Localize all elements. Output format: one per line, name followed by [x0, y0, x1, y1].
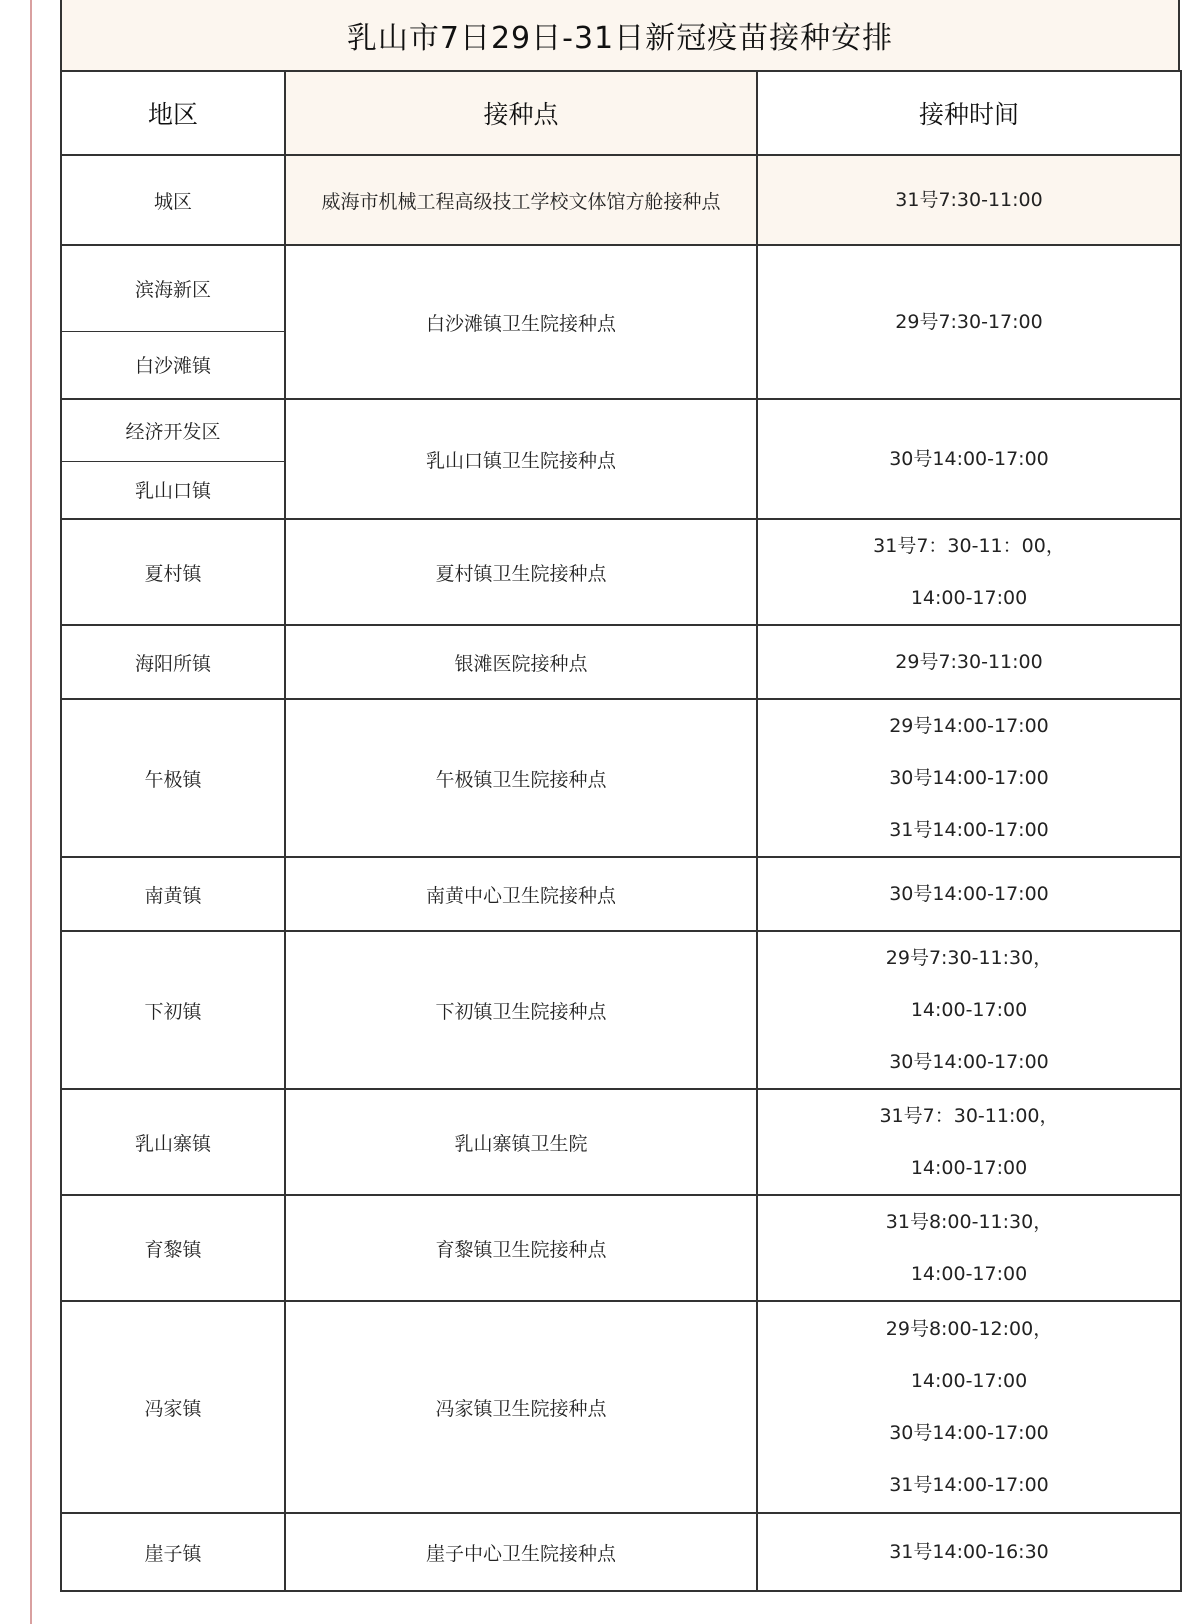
- time-cell: [757, 155, 1181, 245]
- header-site: 接种点: [285, 71, 757, 155]
- table-row: [61, 625, 1181, 699]
- site-cell: 南黄中心卫生院接种点: [285, 857, 757, 931]
- header-area: 地区: [61, 71, 285, 155]
- table-row: [61, 699, 1181, 857]
- table-header-row: [61, 71, 1181, 155]
- area-cell: 崖子镇: [61, 1513, 285, 1591]
- table-row: [61, 399, 1181, 461]
- left-accent-line: [30, 0, 32, 1624]
- time-line: 14:00-17:00: [910, 1157, 1028, 1179]
- table-row: [61, 1513, 1181, 1591]
- time-line: 31号7：30-11:00，: [879, 1105, 1059, 1127]
- table-row: [61, 931, 1181, 1089]
- time-line: 29号8:00-12:00，: [885, 1318, 1053, 1340]
- table-row: [61, 519, 1181, 625]
- site-cell: 育黎镇卫生院接种点: [285, 1195, 757, 1301]
- table-row: [61, 155, 1181, 245]
- area-cell: 城区: [61, 155, 285, 245]
- time-cell: [757, 519, 1181, 625]
- table-row: [61, 1301, 1181, 1513]
- time-cell: [757, 931, 1181, 1089]
- time-line: 14:00-17:00: [910, 1263, 1028, 1285]
- time-cell: [757, 1089, 1181, 1195]
- site-cell: 下初镇卫生院接种点: [285, 931, 757, 1089]
- site-cell: 崖子中心卫生院接种点: [285, 1513, 757, 1591]
- area-cell: 乳山口镇: [61, 461, 285, 519]
- site-cell: 午极镇卫生院接种点: [285, 699, 757, 857]
- area-cell: 下初镇: [61, 931, 285, 1089]
- time-line: 29号7:30-11:00: [895, 651, 1043, 673]
- area-cell: 夏村镇: [61, 519, 285, 625]
- site-cell: 威海市机械工程高级技工学校文体馆方舱接种点: [285, 155, 757, 245]
- time-cell: [757, 625, 1181, 699]
- area-cell: 经济开发区: [61, 399, 285, 461]
- area-cell: 育黎镇: [61, 1195, 285, 1301]
- table-row: [61, 1089, 1181, 1195]
- time-line: 30号14:00-17:00: [889, 448, 1049, 470]
- time-cell: [757, 1513, 1181, 1591]
- schedule-sheet: [60, 0, 1180, 1624]
- time-cell: [757, 857, 1181, 931]
- header-time: 接种时间: [757, 71, 1181, 155]
- site-cell: 冯家镇卫生院接种点: [285, 1301, 757, 1513]
- site-cell: 银滩医院接种点: [285, 625, 757, 699]
- time-cell: [757, 699, 1181, 857]
- site-cell: 白沙滩镇卫生院接种点: [285, 245, 757, 399]
- time-line: 31号7：30-11：00，: [873, 535, 1065, 557]
- schedule-table: [60, 70, 1182, 1592]
- time-cell: [757, 1301, 1181, 1513]
- area-cell: 海阳所镇: [61, 625, 285, 699]
- time-line: 31号7:30-11:00: [895, 189, 1043, 211]
- time-line: 31号14:00-17:00: [889, 819, 1049, 841]
- time-line: 30号14:00-17:00: [889, 1422, 1049, 1444]
- time-line: 14:00-17:00: [910, 1370, 1028, 1392]
- table-row: [61, 1195, 1181, 1301]
- time-line: 29号7:30-17:00: [895, 311, 1043, 333]
- time-line: 30号14:00-17:00: [889, 1051, 1049, 1073]
- time-cell: [757, 399, 1181, 519]
- table-row: [61, 857, 1181, 931]
- time-cell: [757, 1195, 1181, 1301]
- time-line: 31号8:00-11:30，: [885, 1211, 1053, 1233]
- page-title: 乳山市7日29日-31日新冠疫苗接种安排: [60, 0, 1180, 72]
- time-line: 29号14:00-17:00: [889, 715, 1049, 737]
- time-cell: [757, 245, 1181, 399]
- site-cell: 乳山寨镇卫生院: [285, 1089, 757, 1195]
- time-line: 31号14:00-17:00: [889, 1474, 1049, 1496]
- time-line: 29号7:30-11:30，: [885, 947, 1053, 969]
- site-cell: 乳山口镇卫生院接种点: [285, 399, 757, 519]
- time-line: 14:00-17:00: [910, 587, 1028, 609]
- table-row: [61, 245, 1181, 331]
- area-cell: 白沙滩镇: [61, 331, 285, 399]
- time-line: 31号14:00-16:30: [889, 1541, 1049, 1563]
- area-cell: 滨海新区: [61, 245, 285, 331]
- area-cell: 乳山寨镇: [61, 1089, 285, 1195]
- site-cell: 夏村镇卫生院接种点: [285, 519, 757, 625]
- time-line: 30号14:00-17:00: [889, 883, 1049, 905]
- time-line: 14:00-17:00: [910, 999, 1028, 1021]
- area-cell: 南黄镇: [61, 857, 285, 931]
- area-cell: 午极镇: [61, 699, 285, 857]
- area-cell: 冯家镇: [61, 1301, 285, 1513]
- time-line: 30号14:00-17:00: [889, 767, 1049, 789]
